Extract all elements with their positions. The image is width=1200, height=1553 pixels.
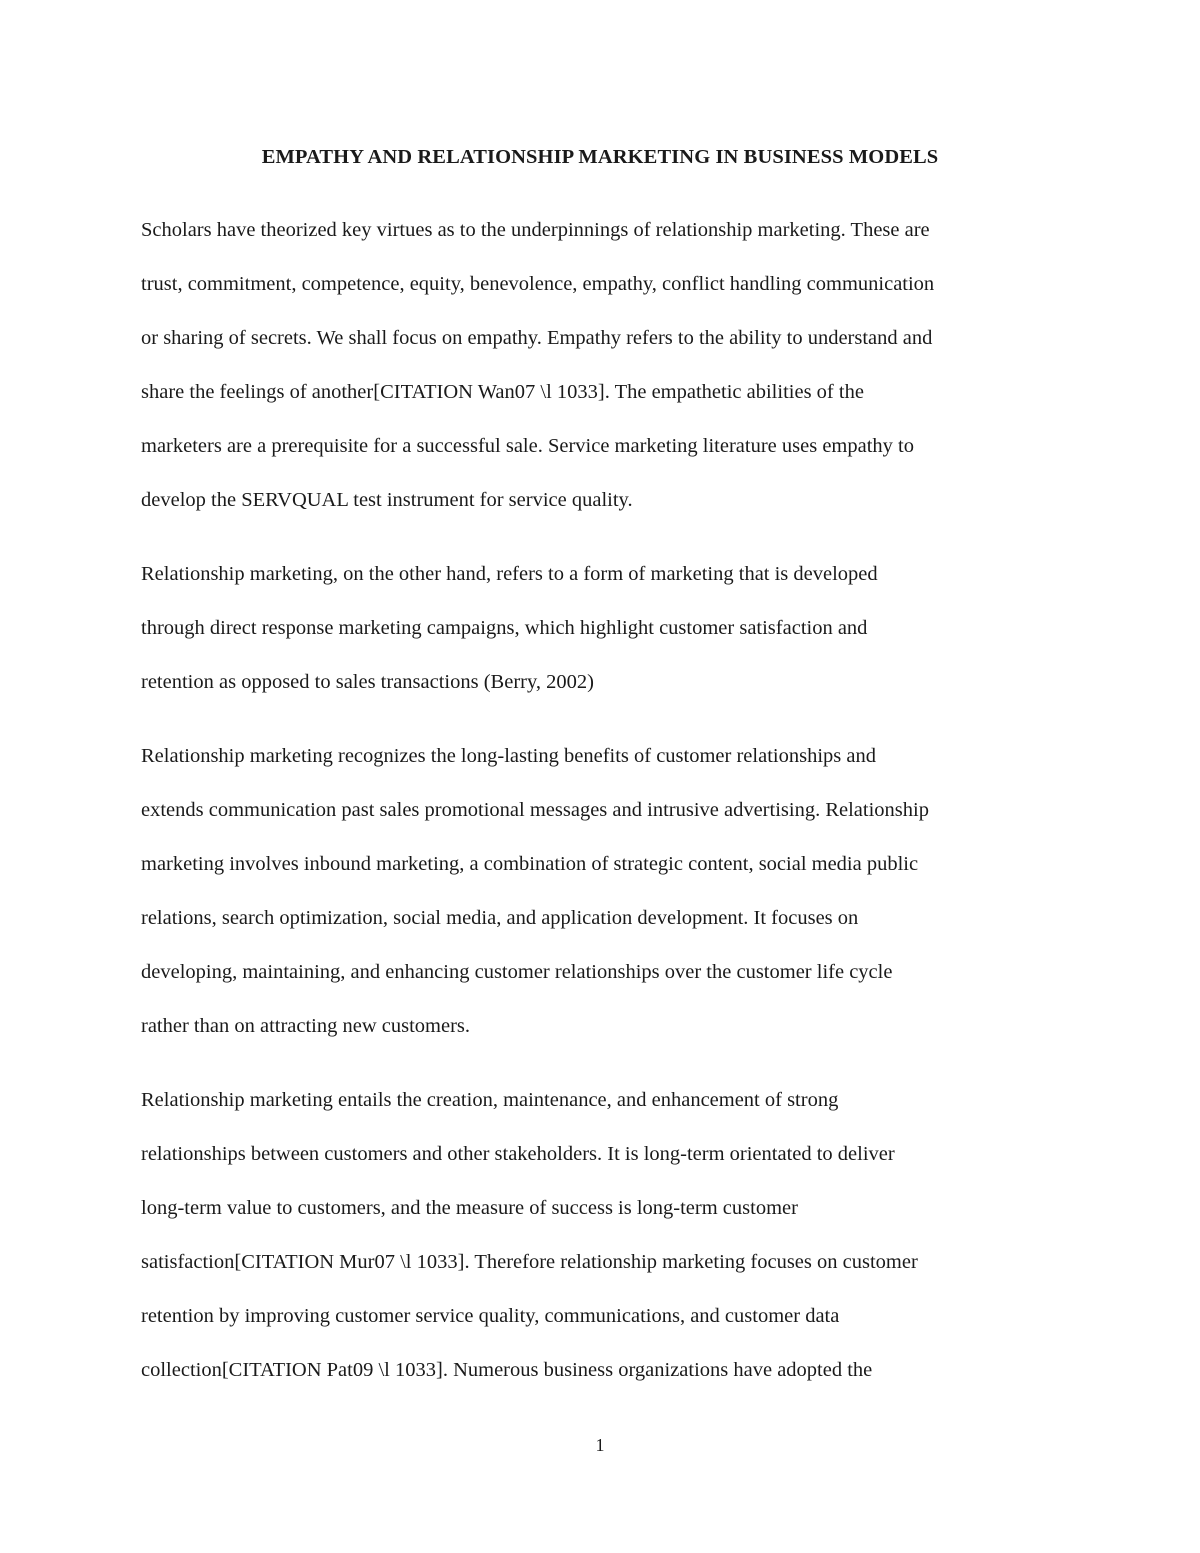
- text-line: relations, search optimization, social media, and application development. It focuses on: [141, 907, 859, 929]
- paragraph-2: [141, 560, 1059, 722]
- text-line: rather than on attracting new customers.: [141, 1015, 471, 1037]
- text-line: through direct response marketing campaigns, which highlight customer satisfaction and: [141, 617, 868, 639]
- text-line: collection[CITATION Pat09 \l 1033]. Numerous business organizations have adopted the: [141, 1359, 873, 1381]
- text-line: develop the SERVQUAL test instrument for service quality.: [141, 489, 633, 511]
- paragraph-4: [141, 1086, 1059, 1410]
- text-line: or sharing of secrets. We shall focus on empathy. Empathy refers to the ability to understand and: [141, 327, 933, 349]
- text-line: Relationship marketing recognizes the long-lasting benefits of customer relationships and: [141, 745, 876, 767]
- text-line: retention by improving customer service quality, communications, and customer data: [141, 1305, 840, 1327]
- text-line: marketers are a prerequisite for a successful sale. Service marketing literature uses empathy to: [141, 435, 914, 457]
- text-line: satisfaction[CITATION Mur07 \l 1033]. Therefore relationship marketing focuses on customer: [141, 1251, 918, 1273]
- text-line: share the feelings of another[CITATION Wan07 \l 1033]. The empathetic abilities of the: [141, 381, 864, 403]
- page-number: 1: [595, 1435, 605, 1455]
- text-line: trust, commitment, competence, equity, benevolence, empathy, conflict handling communication: [141, 273, 935, 295]
- text-line: extends communication past sales promotional messages and intrusive advertising. Relationship: [141, 799, 929, 821]
- text-line: Relationship marketing entails the creation, maintenance, and enhancement of strong: [141, 1089, 839, 1111]
- paragraph-3: [141, 742, 1059, 1066]
- text-line: retention as opposed to sales transactions (Berry, 2002): [141, 671, 594, 693]
- text-line: developing, maintaining, and enhancing customer relationships over the customer life cycle: [141, 961, 893, 983]
- text-line: Relationship marketing, on the other hand, refers to a form of marketing that is developed: [141, 563, 878, 585]
- text-line: long-term value to customers, and the measure of success is long-term customer: [141, 1197, 798, 1219]
- text-line: relationships between customers and other stakeholders. It is long-term orientated to deliver: [141, 1143, 895, 1165]
- text-line: marketing involves inbound marketing, a combination of strategic content, social media public: [141, 853, 919, 875]
- text-line: Scholars have theorized key virtues as to the underpinnings of relationship marketing. These are: [141, 219, 930, 241]
- paragraph-1: [141, 216, 1059, 540]
- document-title: EMPATHY AND RELATIONSHIP MARKETING IN BUSINESS MODELS: [261, 146, 939, 168]
